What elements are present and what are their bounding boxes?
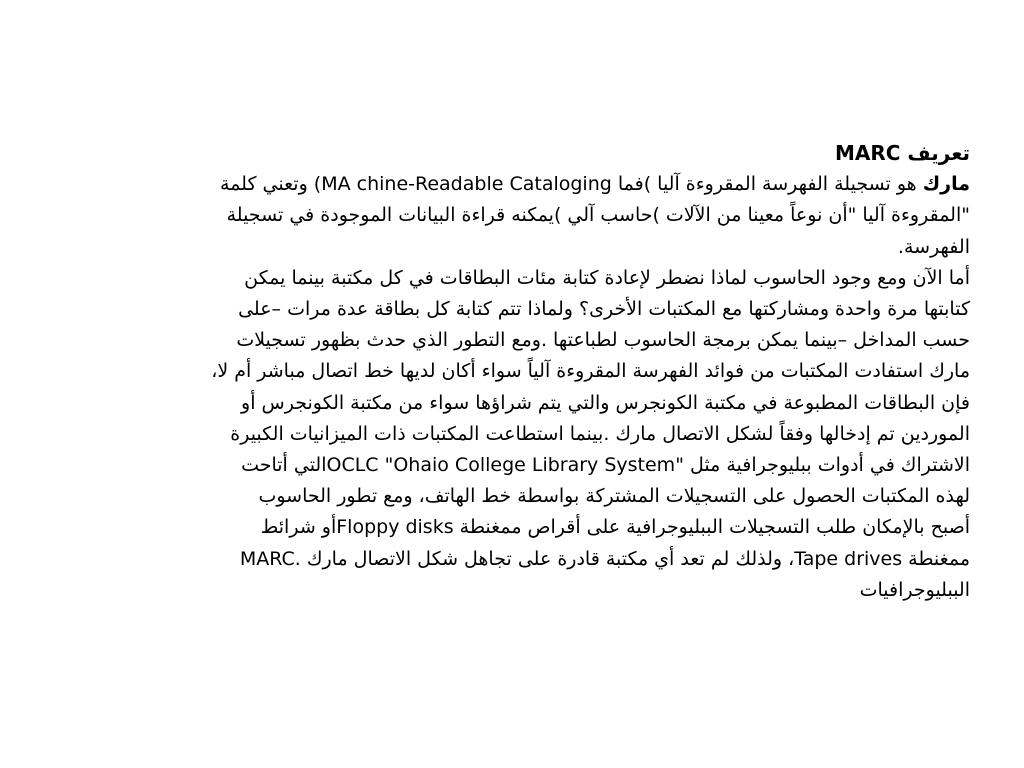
- paragraph-2-line-8: لهذه المكتبات الحصول على التسجيلات المشتركة بواسطة خط الهاتف، ومع تطور الحاسوب: [258, 485, 970, 508]
- paragraph-2-line-6: الموردين تم إدخالها وفقاً لشكل الاتصال مارك .بينما استطاعت المكتبات ذات الميزانيات الكبيرة: [230, 422, 970, 445]
- paragraph-2-line-1: أما الآن ومع وجود الحاسوب لماذا نضطر لإعادة كتابة مئات البطاقات في كل مكتبة بينما يمكن: [244, 266, 970, 289]
- bold-lead-word: مارك: [922, 173, 970, 196]
- paragraph-2-line-3: حسب المداخل –بينما يمكن برمجة الحاسوب لطباعتها .ومع التطور الذي حدث بظهور تسجيلات: [236, 329, 970, 352]
- paragraph-2-line-4: مارك استفادت المكتبات من فوائد الفهرسة المقروءة آلياً سواء أكان لديها خط اتصال مباشر أم لا،: [211, 360, 970, 383]
- paragraph-2-line-2: كتابتها مرة واحدة ومشاركتها مع المكتبات الأخرى؟ ولماذا تتم كتابة كل بطاقة عدة مرات –على: [238, 298, 970, 321]
- body-text: [108, 138, 970, 606]
- paragraph-2-line-10: ممغنطة Tape drives، ولذلك لم تعد أي مكتبة قادرة على تجاهل شكل الاتصال مارك .MARC: [239, 547, 970, 570]
- heading: تعريف MARC: [835, 141, 970, 165]
- paragraph-1-line-1-text: هو تسجيلة الفهرسة المقروءة آليا )فما MA chine-Readable Cataloging) وتعني كلمة: [220, 173, 917, 196]
- paragraph-1-line-3: الفهرسة.: [897, 235, 970, 258]
- paragraph-2-line-7: الاشتراك في أدوات ببليوجرافية مثل "OCLC "Ohaio College Library Systemالتي أتاحت: [241, 454, 970, 477]
- paragraph-2-line-5: فإن البطاقات المطبوعة في مكتبة الكونجرس والتي يتم شراؤها سواء من مكتبة الكونجرس أو: [241, 391, 970, 414]
- paragraph-1-line-1: [108, 169, 970, 200]
- paragraph-2-line-11: الببليوجرافيات: [859, 578, 970, 601]
- paragraph-2-line-9: أصبح بالإمكان طلب التسجيلات الببليوجرافية على أقراص ممغنطة Floppy disksأو شرائط: [260, 516, 970, 539]
- paragraph-1-line-2: "المقروءة آليا "أن نوعاً معينا من الآلات )حاسب آلي )يمكنه قراءة البيانات الموجودة في تسجيلة: [226, 204, 970, 227]
